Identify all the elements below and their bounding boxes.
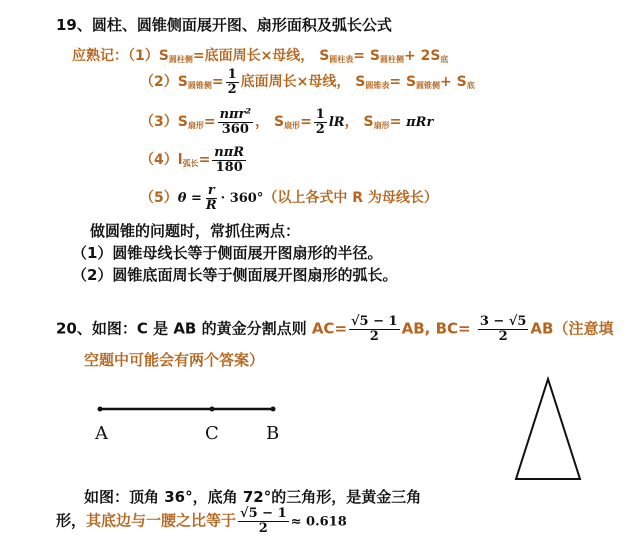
point-c-dot: [210, 407, 215, 412]
triangle-text-line2: [56, 507, 347, 535]
formula-3-index: （3）: [140, 114, 178, 131]
equals: =: [198, 152, 211, 169]
subscript: 底: [466, 81, 475, 91]
denominator: 360: [221, 121, 249, 137]
subscript: 底: [440, 55, 449, 64]
triangle-text-line1: 如图：顶角 36°，底角 72°的三角形，是黄金三角: [84, 488, 422, 506]
symbol-s: S: [177, 114, 188, 131]
formula-text: =底面周长×母线，: [192, 48, 315, 64]
formula-4-line: [140, 146, 248, 174]
equals: =: [211, 74, 224, 91]
formula-lr: lR: [328, 115, 345, 131]
subscript: 圆锥侧: [416, 81, 441, 91]
subscript: 扇形: [187, 121, 204, 131]
fraction-arc-length: [212, 146, 246, 174]
numerator: r: [207, 183, 215, 198]
point-b-label: B: [266, 423, 280, 444]
denominator: 2: [258, 520, 268, 536]
formula-5-line: [140, 184, 438, 212]
equals: =: [353, 48, 366, 64]
formula-text: 底面周长×母线，: [240, 74, 351, 91]
question-20-text: C 是 AB 的黄金分割点则: [136, 319, 307, 338]
numerator: 3 − √5: [479, 314, 527, 329]
triangle-text-ratio: 其底边与一腰之比等于: [86, 511, 237, 530]
symbol-s: S: [158, 48, 169, 64]
formula-1-index: （1）: [128, 48, 159, 64]
formula-4-index: （4）: [140, 152, 178, 169]
symbol-s: S: [369, 48, 380, 64]
ab-label: AB: [530, 319, 554, 338]
symbol-l: l: [177, 152, 183, 169]
subscript: 圆锥侧: [187, 81, 212, 91]
point-b-dot: [271, 407, 276, 412]
golden-ratio-approx: ≈ 0.618: [290, 514, 347, 530]
point-a-label: A: [95, 423, 108, 444]
subscript: 圆柱侧: [168, 55, 193, 64]
equals: =: [300, 114, 312, 131]
golden-triangle: [516, 379, 580, 479]
formula-text: · 360°: [220, 191, 264, 207]
fraction-r-over-R: [204, 184, 219, 212]
symbol-s: S: [177, 74, 188, 91]
subscript: 圆柱表: [329, 55, 354, 64]
formula-2-line: [140, 68, 475, 96]
point-c-label: C: [205, 423, 219, 444]
fraction-bc: [478, 315, 529, 343]
denominator: R: [205, 197, 217, 213]
denominator: 2: [498, 328, 508, 344]
formula-2-index: （2）: [140, 74, 178, 91]
separator: ，: [255, 114, 270, 131]
fraction-sector-area: [218, 108, 254, 136]
section-title: 19、圆柱、圆锥侧面展开图、扇形面积及弧长公式: [56, 16, 392, 34]
fraction-ac: [349, 315, 400, 343]
theta: θ =: [177, 191, 202, 207]
numerator: nπR: [214, 145, 245, 160]
formula-text: + 2S: [403, 48, 441, 64]
formula-note: （以上各式中 R 为母线长）: [263, 190, 438, 207]
subscript: 圆柱侧: [379, 55, 404, 64]
triangle-text-start: 形，: [56, 511, 87, 530]
denominator: 2: [315, 121, 325, 137]
numerator: 1: [315, 107, 325, 122]
question-20-note-cont: 空题中可能会有两个答案）: [84, 351, 265, 369]
subscript: 圆锥表: [365, 81, 390, 91]
denominator: 180: [215, 159, 243, 175]
question-20-note: （注意填: [553, 319, 614, 338]
subscript: 弧长: [182, 159, 199, 169]
symbol-s: S: [355, 74, 366, 91]
formula-text: + S: [440, 74, 467, 91]
separator: ，: [344, 114, 359, 131]
numerator: √5 − 1: [240, 506, 287, 521]
numerator: 1: [227, 67, 237, 82]
fraction-half: [314, 108, 327, 136]
subscript: 扇形: [373, 121, 390, 131]
formula-5-index: （5）: [140, 190, 178, 207]
cone-tip-1: （1）圆锥母线长等于侧面展开图扇形的半径。: [72, 244, 383, 262]
symbol-s: S: [405, 74, 417, 91]
golden-section-segment-figure: [90, 395, 290, 450]
question-20-line1: [56, 315, 613, 343]
cone-tip-2: （2）圆锥底面周长等于侧面展开图扇形的弧长。: [72, 266, 398, 284]
question-20-number: 20、如图：: [56, 319, 137, 338]
symbol-s: S: [273, 114, 285, 131]
numerator: nπr²: [219, 107, 252, 122]
subscript: 扇形: [284, 121, 301, 131]
denominator: 2: [227, 81, 237, 97]
symbol-s: S: [319, 48, 330, 64]
symbol-s: S: [363, 114, 374, 131]
numerator: √5 − 1: [351, 314, 398, 329]
formula-pirr: πRr: [406, 115, 434, 131]
equals: =: [389, 74, 402, 91]
formula-3-line: [140, 108, 433, 136]
bc-label: AB, BC=: [401, 319, 471, 338]
fraction-half: [226, 68, 239, 96]
cone-tips-intro: 做圆锥的问题时，常抓住两点：: [90, 222, 301, 240]
fraction-golden-ratio: [238, 507, 289, 535]
ac-label: AC=: [311, 319, 348, 338]
denominator: 2: [369, 328, 379, 344]
point-a-dot: [98, 407, 103, 412]
equals: =: [389, 114, 402, 131]
formula-1-line: [72, 45, 448, 65]
equals: =: [203, 114, 216, 131]
golden-triangle-figure: [510, 375, 590, 485]
memorize-label: 应熟记：: [72, 48, 128, 64]
